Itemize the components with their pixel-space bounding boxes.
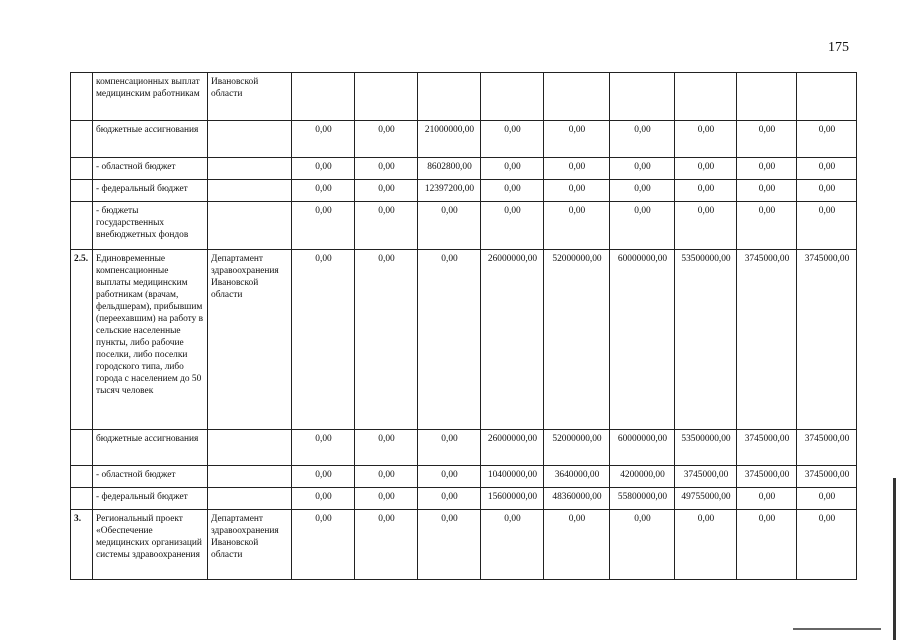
row-number-cell: 2.5. [71, 250, 93, 430]
value-cell: 0,00 [675, 180, 737, 202]
row-number-cell [71, 158, 93, 180]
value-cell: 0,00 [292, 158, 355, 180]
value-cell: 53500000,00 [675, 430, 737, 466]
value-cell: 0,00 [737, 180, 797, 202]
value-cell: 0,00 [675, 202, 737, 250]
value-cell: 0,00 [481, 158, 544, 180]
value-cell: 0,00 [544, 202, 610, 250]
value-cell: 0,00 [737, 202, 797, 250]
value-cell: 0,00 [355, 510, 418, 580]
page-number: 175 [828, 40, 849, 55]
row-number-cell [71, 430, 93, 466]
executor-cell [208, 466, 292, 488]
executor-cell [208, 121, 292, 158]
value-cell: 0,00 [610, 121, 675, 158]
value-cell: 3745000,00 [737, 250, 797, 430]
value-cell: 60000000,00 [610, 250, 675, 430]
table-body [71, 73, 857, 580]
value-cell: 0,00 [355, 121, 418, 158]
value-cell: 10400000,00 [481, 466, 544, 488]
value-cell: 0,00 [355, 202, 418, 250]
value-cell: 0,00 [292, 180, 355, 202]
executor-cell [208, 430, 292, 466]
value-cell: 3745000,00 [737, 466, 797, 488]
row-number-cell [71, 73, 93, 121]
value-cell: 0,00 [355, 488, 418, 510]
table-row [71, 466, 857, 488]
value-cell: 0,00 [544, 121, 610, 158]
value-cell [737, 73, 797, 121]
value-cell: 0,00 [292, 466, 355, 488]
value-cell: 0,00 [610, 510, 675, 580]
executor-cell [208, 202, 292, 250]
table-row [71, 73, 857, 121]
value-cell: 0,00 [355, 466, 418, 488]
value-cell: 0,00 [481, 510, 544, 580]
table-row [71, 121, 857, 158]
value-cell: 0,00 [610, 158, 675, 180]
value-cell: 0,00 [355, 158, 418, 180]
value-cell: 0,00 [675, 121, 737, 158]
value-cell: 0,00 [292, 121, 355, 158]
row-name-cell: Единовременные компенсационные выплаты медицинским работникам (врачам, фельдшерам), прибывшим (переехавшим) на работу в сельские населенные пункты, либо рабочие поселки, либо поселки городского типа, либо города с населением до 50 тысяч человек [93, 250, 208, 430]
table-row [71, 158, 857, 180]
executor-cell [208, 488, 292, 510]
executor-cell [208, 180, 292, 202]
value-cell: 0,00 [355, 180, 418, 202]
value-cell: 15600000,00 [481, 488, 544, 510]
table-row [71, 430, 857, 466]
value-cell: 8602800,00 [418, 158, 481, 180]
value-cell: 0,00 [544, 180, 610, 202]
row-number-cell [71, 488, 93, 510]
value-cell: 26000000,00 [481, 250, 544, 430]
row-name-cell: компенсационных выплат медицинским работникам [93, 73, 208, 121]
value-cell [675, 73, 737, 121]
value-cell: 0,00 [737, 121, 797, 158]
value-cell [544, 73, 610, 121]
value-cell: 53500000,00 [675, 250, 737, 430]
value-cell: 0,00 [355, 250, 418, 430]
value-cell: 0,00 [737, 510, 797, 580]
value-cell: 0,00 [292, 202, 355, 250]
value-cell: 0,00 [797, 180, 857, 202]
value-cell: 0,00 [481, 121, 544, 158]
value-cell: 3745000,00 [797, 466, 857, 488]
value-cell: 3640000,00 [544, 466, 610, 488]
value-cell: 49755000,00 [675, 488, 737, 510]
budget-table [70, 72, 857, 580]
value-cell: 3745000,00 [797, 250, 857, 430]
value-cell: 0,00 [797, 158, 857, 180]
value-cell: 60000000,00 [610, 430, 675, 466]
value-cell [292, 73, 355, 121]
row-name-cell: - областной бюджет [93, 158, 208, 180]
value-cell: 0,00 [797, 488, 857, 510]
value-cell: 0,00 [675, 158, 737, 180]
value-cell [418, 73, 481, 121]
value-cell: 0,00 [481, 180, 544, 202]
value-cell: 0,00 [355, 430, 418, 466]
value-cell: 48360000,00 [544, 488, 610, 510]
value-cell: 55800000,00 [610, 488, 675, 510]
value-cell: 0,00 [737, 158, 797, 180]
value-cell [610, 73, 675, 121]
table-row [71, 202, 857, 250]
row-number-cell [71, 121, 93, 158]
value-cell: 0,00 [292, 250, 355, 430]
executor-cell: Ивановской области [208, 73, 292, 121]
row-name-cell: - федеральный бюджет [93, 488, 208, 510]
value-cell: 0,00 [418, 430, 481, 466]
executor-cell [208, 158, 292, 180]
value-cell: 0,00 [292, 488, 355, 510]
value-cell: 0,00 [797, 202, 857, 250]
row-name-cell: - бюджеты государственных внебюджетных фондов [93, 202, 208, 250]
executor-cell: Департамент здравоохранения Ивановской области [208, 250, 292, 430]
row-number-cell: 3. [71, 510, 93, 580]
table-row [71, 488, 857, 510]
value-cell: 0,00 [418, 466, 481, 488]
value-cell: 0,00 [797, 121, 857, 158]
row-number-cell [71, 202, 93, 250]
value-cell: 0,00 [418, 510, 481, 580]
value-cell: 0,00 [481, 202, 544, 250]
value-cell: 0,00 [610, 180, 675, 202]
table-row [71, 250, 857, 430]
row-name-cell: бюджетные ассигнования [93, 121, 208, 158]
value-cell: 3745000,00 [737, 430, 797, 466]
value-cell: 3745000,00 [797, 430, 857, 466]
value-cell: 21000000,00 [418, 121, 481, 158]
value-cell: 0,00 [737, 488, 797, 510]
value-cell: 0,00 [418, 202, 481, 250]
value-cell: 0,00 [292, 430, 355, 466]
value-cell: 0,00 [544, 510, 610, 580]
row-number-cell [71, 466, 93, 488]
row-name-cell: бюджетные ассигнования [93, 430, 208, 466]
row-name-cell: - областной бюджет [93, 466, 208, 488]
value-cell: 26000000,00 [481, 430, 544, 466]
row-name-cell: Региональный проект «Обеспечение медицинских организаций системы здравоохранения [93, 510, 208, 580]
row-name-cell: - федеральный бюджет [93, 180, 208, 202]
value-cell: 0,00 [675, 510, 737, 580]
scan-bottom-line [793, 628, 881, 630]
value-cell: 3745000,00 [675, 466, 737, 488]
value-cell: 4200000,00 [610, 466, 675, 488]
value-cell [797, 73, 857, 121]
table-row [71, 180, 857, 202]
value-cell: 52000000,00 [544, 250, 610, 430]
value-cell: 0,00 [544, 158, 610, 180]
value-cell [355, 73, 418, 121]
value-cell: 0,00 [418, 250, 481, 430]
value-cell: 0,00 [292, 510, 355, 580]
value-cell: 0,00 [797, 510, 857, 580]
value-cell [481, 73, 544, 121]
table-row [71, 510, 857, 580]
executor-cell: Департамент здравоохранения Ивановской области [208, 510, 292, 580]
value-cell: 0,00 [418, 488, 481, 510]
value-cell: 12397200,00 [418, 180, 481, 202]
value-cell: 0,00 [610, 202, 675, 250]
scan-edge-shadow [893, 478, 896, 640]
value-cell: 52000000,00 [544, 430, 610, 466]
row-number-cell [71, 180, 93, 202]
